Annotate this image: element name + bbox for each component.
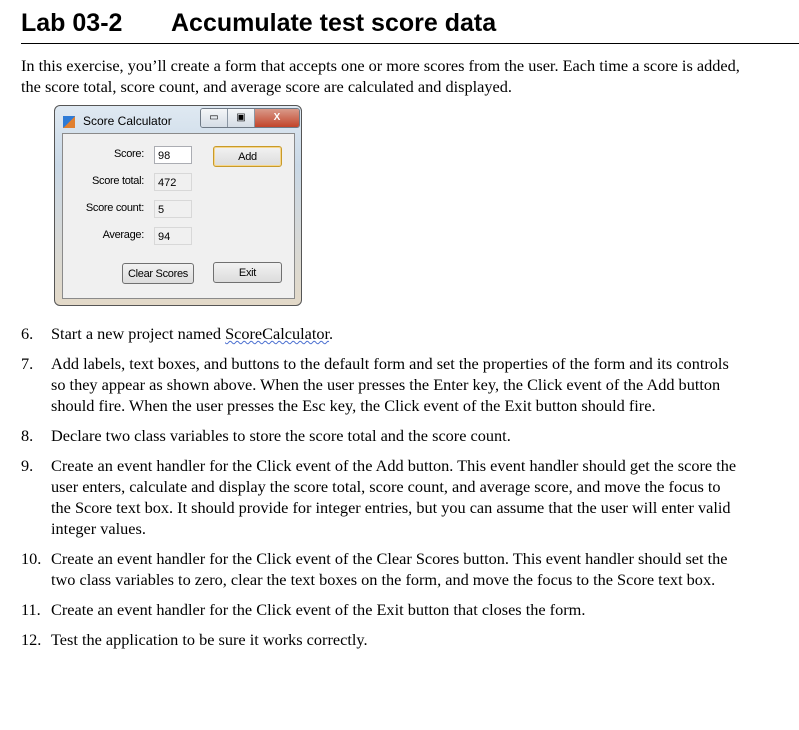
step-number: 8.: [21, 426, 34, 445]
score-calculator-window: [54, 105, 302, 306]
score-count-field: 5: [154, 200, 192, 218]
instruction-steps: [0, 323, 740, 659]
title-rule: [21, 43, 799, 44]
step-text: Start a new project named: [51, 324, 226, 343]
step-number: 11.: [21, 600, 41, 619]
form-client: [62, 133, 295, 299]
add-button[interactable]: Add: [213, 146, 282, 167]
score-label: Score:: [114, 148, 144, 160]
minimize-button[interactable]: ▭: [201, 109, 228, 127]
step-text: Create an event handler for the Click event of the Clear Scores button. This event handler should set the two class variables to zero, clear the text boxes on the form, and move the focus to the Score text box.: [51, 549, 728, 589]
score-input[interactable]: 98: [154, 146, 192, 164]
average-field: 94: [154, 227, 192, 245]
step-number: 6.: [21, 324, 34, 343]
step-item: [0, 425, 740, 446]
step-number: 9.: [21, 456, 34, 475]
clear-scores-button[interactable]: Clear Scores: [122, 263, 194, 284]
step-text: Create an event handler for the Click event of the Exit button that closes the form.: [51, 600, 586, 619]
project-name: ScoreCalculator: [225, 324, 330, 343]
step-number: 10.: [21, 549, 42, 568]
step-text: Declare two class variables to store the score total and the score count.: [51, 426, 511, 445]
step-number: 7.: [21, 354, 34, 373]
step-item: [0, 353, 740, 416]
app-icon: [63, 116, 75, 128]
step-end: .: [329, 324, 334, 343]
step-item: [0, 323, 740, 344]
close-button[interactable]: X: [255, 109, 299, 127]
step-item: [0, 629, 740, 650]
step-text: Test the application to be sure it works correctly.: [51, 630, 368, 649]
step-text: Create an event handler for the Click event of the Add button. This event handler should get the score the user enters, calculate and display the score total, score count, and average score, and move the focus to the Score text box. It should provide for integer entries, but you can assume that the user will enter valid integer values.: [51, 456, 737, 538]
step-item: [0, 455, 740, 539]
average-label: Average:: [102, 229, 144, 241]
maximize-button[interactable]: ▣: [228, 109, 255, 127]
intro-paragraph: In this exercise, you’ll create a form that accepts one or more scores from the user. Each time a score is added, the score total, score count, and average score are calculated and displayed.: [21, 56, 740, 96]
score-total-field: 472: [154, 173, 192, 191]
score-total-label: Score total:: [91, 175, 144, 187]
lab-title: Accumulate test score data: [171, 9, 497, 37]
lab-number: Lab 03-2: [21, 9, 123, 37]
score-count-label: Score count:: [85, 202, 144, 214]
exit-button[interactable]: Exit: [213, 262, 282, 283]
page-title: [21, 9, 496, 38]
step-item: [0, 599, 740, 620]
window-title: Score Calculator: [83, 114, 172, 128]
step-item: [0, 548, 740, 590]
window-controls: [200, 108, 300, 128]
step-number: 12.: [21, 630, 42, 649]
step-text: Add labels, text boxes, and buttons to the default form and set the properties of the form and its controls so they appear as shown above. When the user presses the Enter key, the Click event of the Add button should fire. When the user presses the Esc key, the Click event of the Exit button should fire.: [51, 354, 729, 415]
